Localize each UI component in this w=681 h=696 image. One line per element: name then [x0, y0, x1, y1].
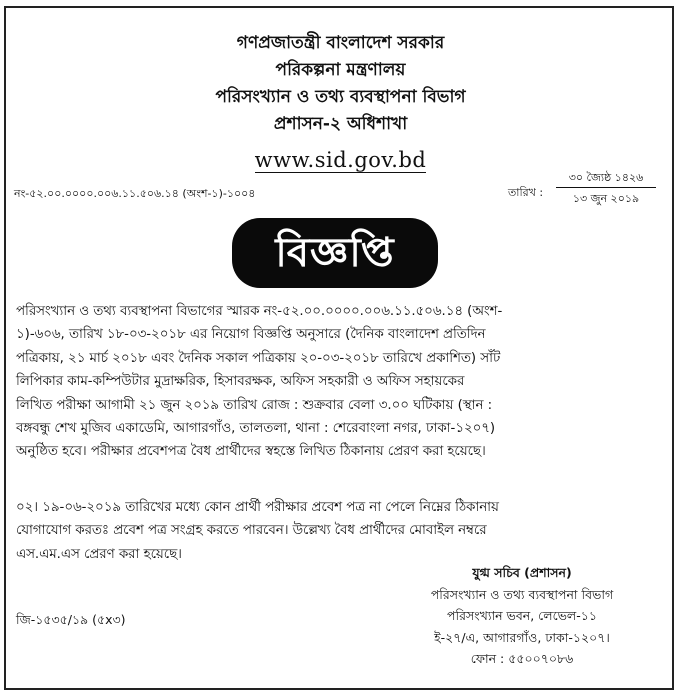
letterhead	[0, 30, 681, 138]
signature-block	[372, 562, 672, 670]
paragraph-1-line: ১)-৬০৬, তারিখ ১৮-০৩-২০১৮ এর নিয়োগ বিজ্ঞপ্তি অনুসারে (দৈনিক বাংলাদেশ প্রতিদিন	[16, 327, 486, 343]
signatory-building: পরিসংখ্যান ভবন, লেভেল-১১	[447, 608, 597, 623]
date-english: ১৩ জুন ২০১৯	[572, 192, 640, 205]
paragraph-2-line: যোগাযোগ করতঃ প্রবেশ পত্র সংগ্রহ করতে পারবেন। উল্লেখ্য বৈধ প্রার্থীদের মোবাইল নম্বরে	[16, 523, 487, 539]
date-values	[556, 170, 656, 207]
paragraph-2-line: ০২। ১৯-০৬-২০১৯ তারিখের মধ্যে কোন প্রার্থী পরীক্ষার প্রবেশ পত্র না পেলে নিম্নের ঠিকানায়	[16, 500, 499, 515]
paragraph-2	[16, 496, 662, 566]
paragraph-1-line: পরিসংখ্যান ও তথ্য ব্যবস্থাপনা বিভাগের স্মারক নং-৫২.০০.০০০০.০০৬.১১.৫০৬.১৪ (অংশ-	[16, 304, 503, 319]
paragraph-2-line: এস.এম.এস প্রেরণ করা হয়েছে।	[16, 546, 182, 562]
gazette-ref-code: জি-১৫৩৫/১৯ (৫x৩)	[16, 612, 126, 627]
notice-title-banner	[232, 218, 438, 288]
paragraph-1-line: অনুষ্ঠিত হবে। পরীক্ষার প্রবেশপত্র বৈধ প্রার্থীদের স্বহস্তে লিখিত ঠিকানায় প্রেরণ করা হয়েছে।	[16, 444, 486, 460]
date-label: তারিখ :	[508, 186, 544, 199]
paragraph-1-line: লিপিকার কাম-কম্পিউটার মুদ্রাক্ষরিক, হিসাবরক্ষক, অফিস সহকারী ও অফিস সহায়কের	[16, 374, 465, 390]
memo-number: নং-৫২.০০.০০০০.০০৬.১১.৫০৬.১৪ (অংশ-১)-১০০৪	[14, 187, 256, 200]
paragraph-1-line: লিখিত পরীক্ষা আগামী ২১ জুন ২০১৯ তারিখ রোজ : শুক্রবার বেলা ৩.০০ ঘটিকায় (স্থান :	[16, 397, 493, 413]
section-name: প্রশাসন-২ অধিশাখা	[273, 114, 408, 134]
paragraph-1-line: বঙ্গবন্ধু শেখ মুজিব একাডেমি, আগারগাঁও, তালতলা, থানা : শেরেবাংলা নগর, ঢাকা-১২০৭)	[16, 421, 496, 437]
signatory-address: ই-২৭/এ, আগারগাঁও, ঢাকা-১২০৭।	[434, 629, 610, 645]
signatory-title: যুগ্ম সচিব (প্রশাসন)	[472, 565, 572, 580]
ministry-name: পরিকল্পনা মন্ত্রণালয়	[275, 60, 406, 80]
government-name: গণপ্রজাতন্ত্রী বাংলাদেশ সরকার	[236, 33, 445, 53]
website-url-text: www.sid.gov.bd	[254, 148, 427, 172]
website-url	[0, 148, 681, 172]
division-name: পরিসংখ্যান ও তথ্য ব্যবস্থাপনা বিভাগ	[215, 87, 466, 107]
signatory-phone: ফোন : ৫৫০০৭০৮৬	[470, 651, 574, 666]
notice-title: বিজ্ঞপ্তি	[275, 230, 395, 276]
date-bangla: ৩০ জ্যৈষ্ঠ ১৪২৬	[556, 170, 656, 188]
paragraph-1-line: পত্রিকায়, ২১ মার্চ ২০১৮ এবং দৈনিক সকাল পত্রিকায় ২০-০৩-২০১৮ তারিখে প্রকাশিত) সাঁট	[16, 350, 501, 366]
paragraph-1	[16, 300, 662, 464]
signatory-office: পরিসংখ্যান ও তথ্য ব্যবস্থাপনা বিভাগ	[430, 586, 614, 602]
